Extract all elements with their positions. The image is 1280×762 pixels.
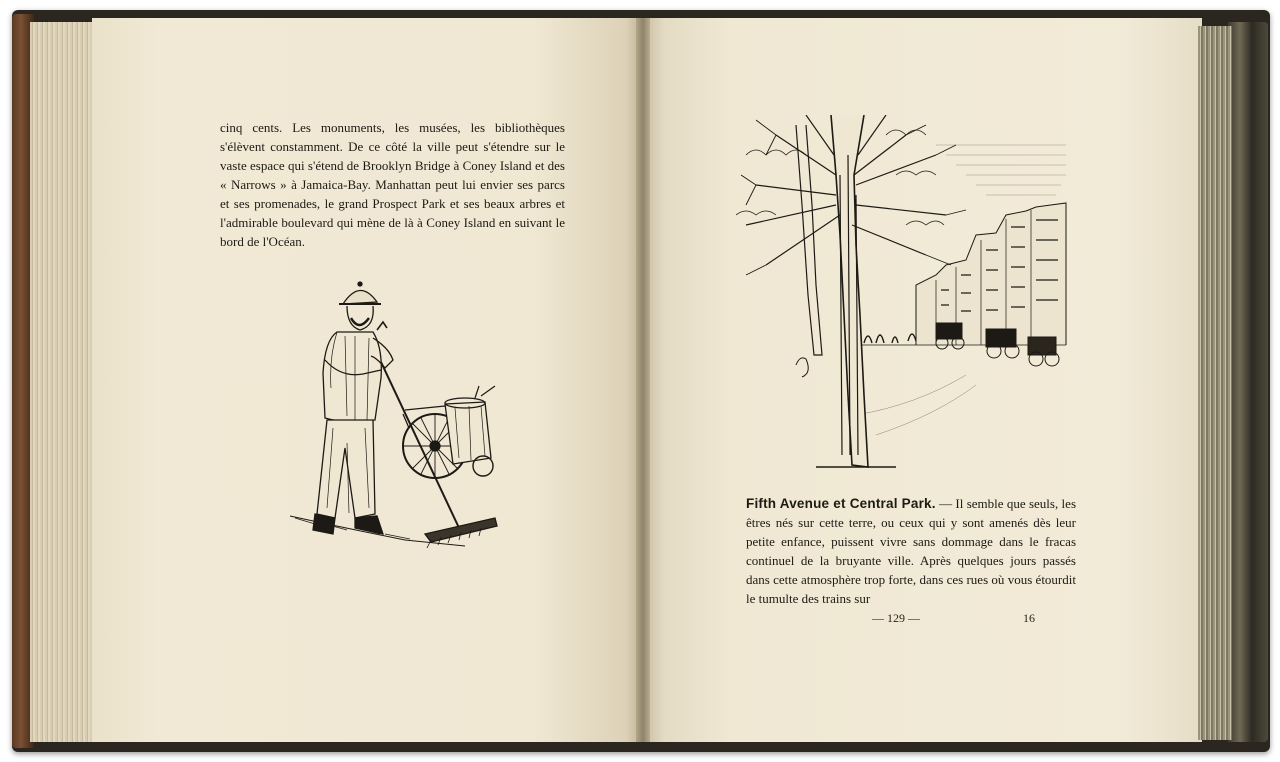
- left-paragraph: cinq cents. Les monuments, les musées, les bibliothèques s'élèvent constamment. De ce côté la ville peut s'étendre sur le vaste espace qui s'étend de Brooklyn Bridge à Coney Island et des « Narrows » à Jamaica-Bay. Manhattan peut lui envier ses parcs et ses promenades, le grand Prospect Park et ses beaux arbres et l'admirable boulevard qui mène de là à Coney Island en suivant le bord de l'Océan.: [220, 120, 565, 249]
- page-edges-left: [30, 22, 100, 742]
- page-number: — 129 —: [872, 611, 920, 625]
- signature-mark: 16: [1023, 611, 1035, 625]
- right-paragraph-body: — Il semble que seuls, les êtres nés sur cette terre, ou ceux qui y sont amenés dès leur petite enfance, puissent vivre sans dommage dans le fracas continuel de la bruyante ville. Après quelques jours passés dans cette atmosphère trop forte, dans ces rues où vous étourdit le tumulte des trains sur: [746, 496, 1076, 606]
- left-page-text: [220, 118, 565, 251]
- fifth-avenue-illustration: [736, 115, 1076, 475]
- page-edges-right: [1198, 26, 1232, 740]
- street-sweeper-illustration: [285, 278, 505, 563]
- cover-edge-right: [1228, 22, 1268, 742]
- right-paragraph: [746, 494, 1076, 608]
- section-heading: Fifth Avenue et Central Park.: [746, 496, 936, 511]
- book-gutter: [636, 18, 650, 742]
- right-page-text: [746, 494, 1076, 608]
